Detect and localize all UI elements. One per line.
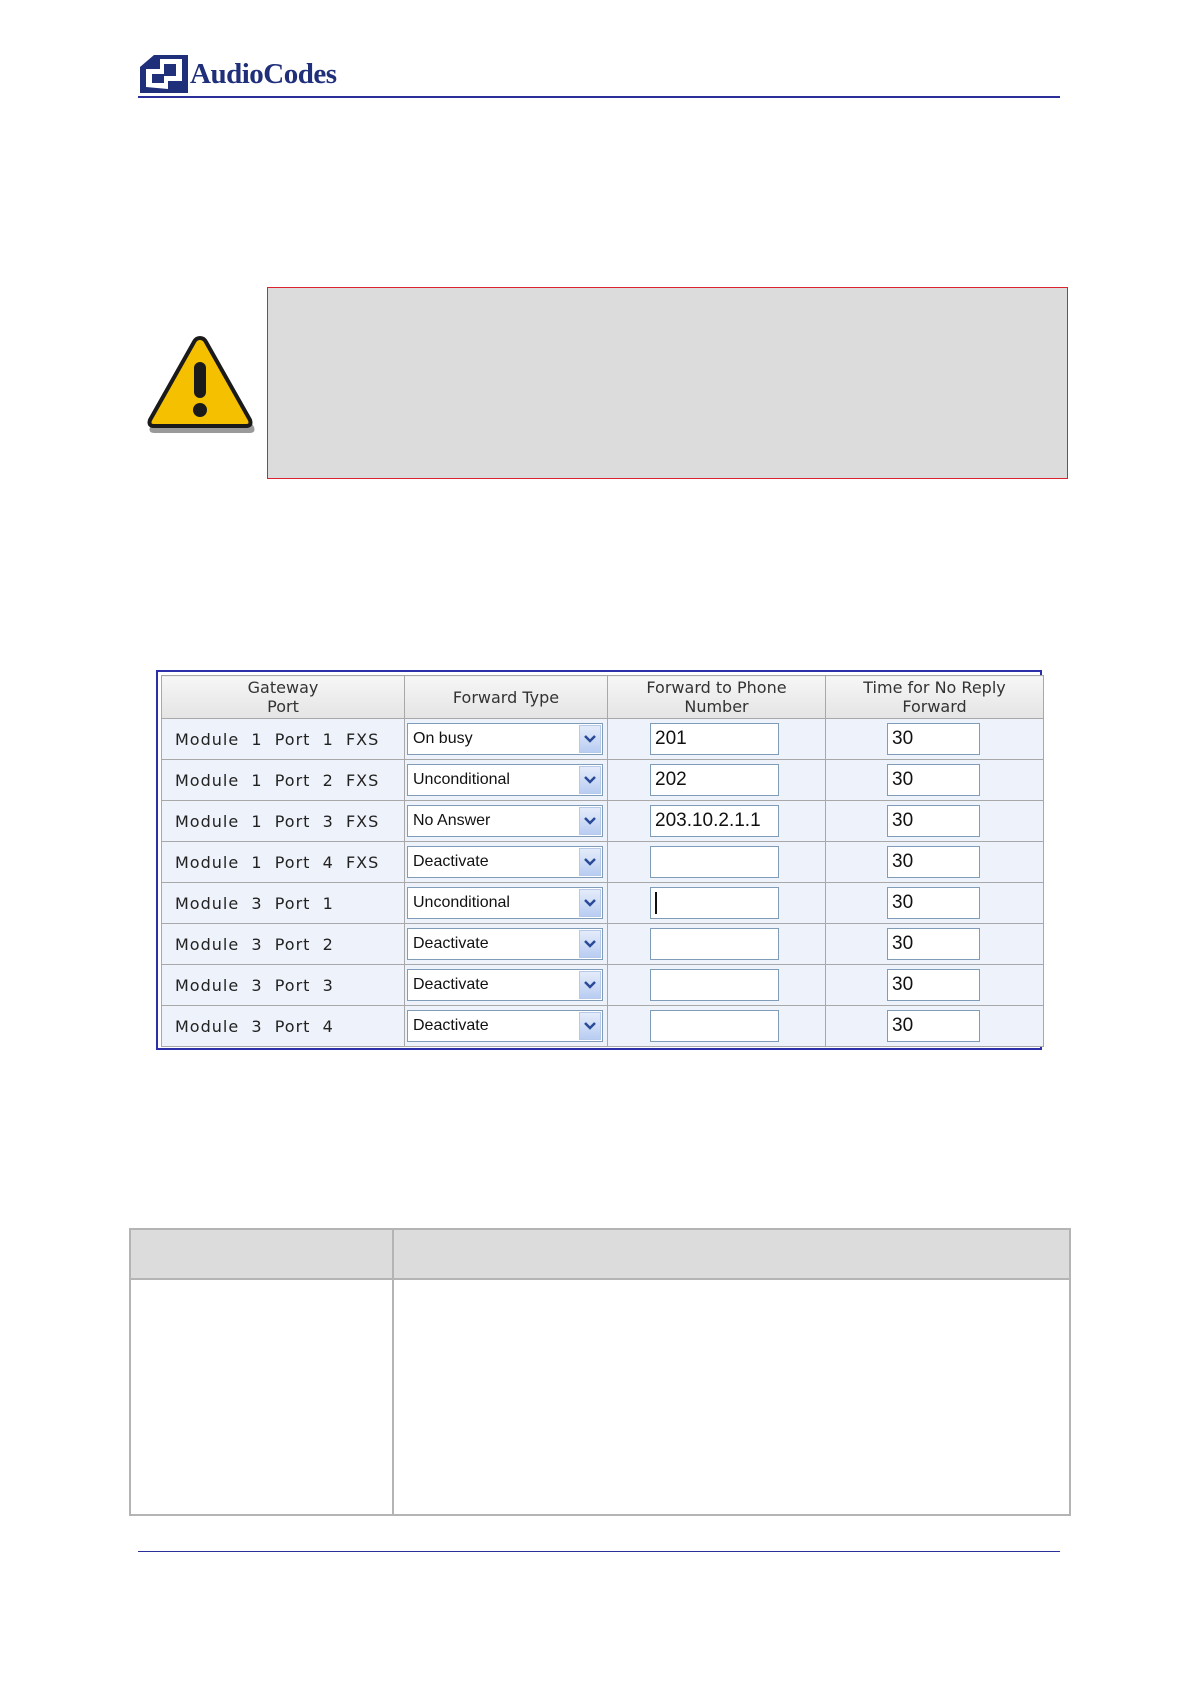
forward-type-select[interactable]: Deactivate <box>407 846 603 878</box>
forward-type-select[interactable]: Unconditional <box>407 887 603 919</box>
column-header-no-reply-time: Time for No Reply Forward <box>826 676 1044 719</box>
no-reply-time-input[interactable]: 30 <box>887 805 980 837</box>
table-row <box>162 842 1044 883</box>
description-table-body-row <box>130 1279 1070 1515</box>
table-header-row <box>162 676 1044 719</box>
forward-type-select[interactable]: Deactivate <box>407 969 603 1001</box>
note-box <box>267 287 1068 479</box>
table-row <box>162 965 1044 1006</box>
forward-type-select[interactable]: No Answer <box>407 805 603 837</box>
description-table-cell <box>130 1279 393 1515</box>
description-table-header-cell <box>130 1229 393 1279</box>
description-table-cell <box>393 1279 1070 1515</box>
forward-type-select[interactable]: Unconditional <box>407 764 603 796</box>
gateway-port-cell: Module 3 Port 1 <box>162 883 405 924</box>
no-reply-time-input[interactable]: 30 <box>887 723 980 755</box>
no-reply-time-input[interactable]: 30 <box>887 1010 980 1042</box>
call-forward-table <box>161 675 1044 1047</box>
no-reply-time-input[interactable]: 30 <box>887 928 980 960</box>
gateway-port-cell: Module 3 Port 2 <box>162 924 405 965</box>
chevron-down-icon[interactable] <box>579 889 601 917</box>
table-row <box>162 760 1044 801</box>
column-header-forward-type: Forward Type <box>405 676 608 719</box>
gateway-port-cell: Module 1 Port 2 FXS <box>162 760 405 801</box>
description-table-header-row <box>130 1229 1070 1279</box>
forward-phone-input[interactable] <box>650 887 779 919</box>
gateway-port-cell: Module 1 Port 1 FXS <box>162 719 405 760</box>
no-reply-time-input[interactable]: 30 <box>887 969 980 1001</box>
gateway-port-cell: Module 1 Port 4 FXS <box>162 842 405 883</box>
forward-phone-input[interactable]: 203.10.2.1.1 <box>650 805 779 837</box>
table-row <box>162 924 1044 965</box>
forward-phone-input[interactable] <box>650 846 779 878</box>
forward-phone-input[interactable] <box>650 928 779 960</box>
forward-type-select[interactable]: On busy <box>407 723 603 755</box>
chevron-down-icon[interactable] <box>579 930 601 958</box>
table-row <box>162 883 1044 924</box>
table-row <box>162 801 1044 842</box>
table-row <box>162 1006 1044 1047</box>
chevron-down-icon[interactable] <box>579 807 601 835</box>
forward-phone-input[interactable]: 202 <box>650 764 779 796</box>
chevron-down-icon[interactable] <box>579 725 601 753</box>
gateway-port-cell: Module 3 Port 4 <box>162 1006 405 1047</box>
call-forward-table-frame <box>156 670 1042 1050</box>
footer-rule <box>138 1551 1060 1552</box>
forward-phone-input[interactable] <box>650 969 779 1001</box>
audiocodes-logo <box>140 54 337 94</box>
header-rule <box>138 96 1060 98</box>
warning-icon <box>144 334 256 434</box>
brand-name: AudioCodes <box>190 57 337 90</box>
description-table-header-cell <box>393 1229 1070 1279</box>
no-reply-time-input[interactable]: 30 <box>887 764 980 796</box>
forward-phone-input[interactable] <box>650 1010 779 1042</box>
chevron-down-icon[interactable] <box>579 766 601 794</box>
no-reply-time-input[interactable]: 30 <box>887 846 980 878</box>
forward-type-select[interactable]: Deactivate <box>407 1010 603 1042</box>
table-row <box>162 719 1044 760</box>
column-header-gateway-port: Gateway Port <box>162 676 405 719</box>
forward-phone-input[interactable]: 201 <box>650 723 779 755</box>
gateway-port-cell: Module 1 Port 3 FXS <box>162 801 405 842</box>
chevron-down-icon[interactable] <box>579 848 601 876</box>
chevron-down-icon[interactable] <box>579 971 601 999</box>
column-header-forward-phone: Forward to Phone Number <box>608 676 826 719</box>
forward-type-select[interactable]: Deactivate <box>407 928 603 960</box>
chevron-down-icon[interactable] <box>579 1012 601 1040</box>
gateway-port-cell: Module 3 Port 3 <box>162 965 405 1006</box>
audiocodes-logo-icon <box>140 55 188 93</box>
parameter-description-table <box>129 1228 1071 1516</box>
no-reply-time-input[interactable]: 30 <box>887 887 980 919</box>
text-cursor <box>655 892 657 914</box>
